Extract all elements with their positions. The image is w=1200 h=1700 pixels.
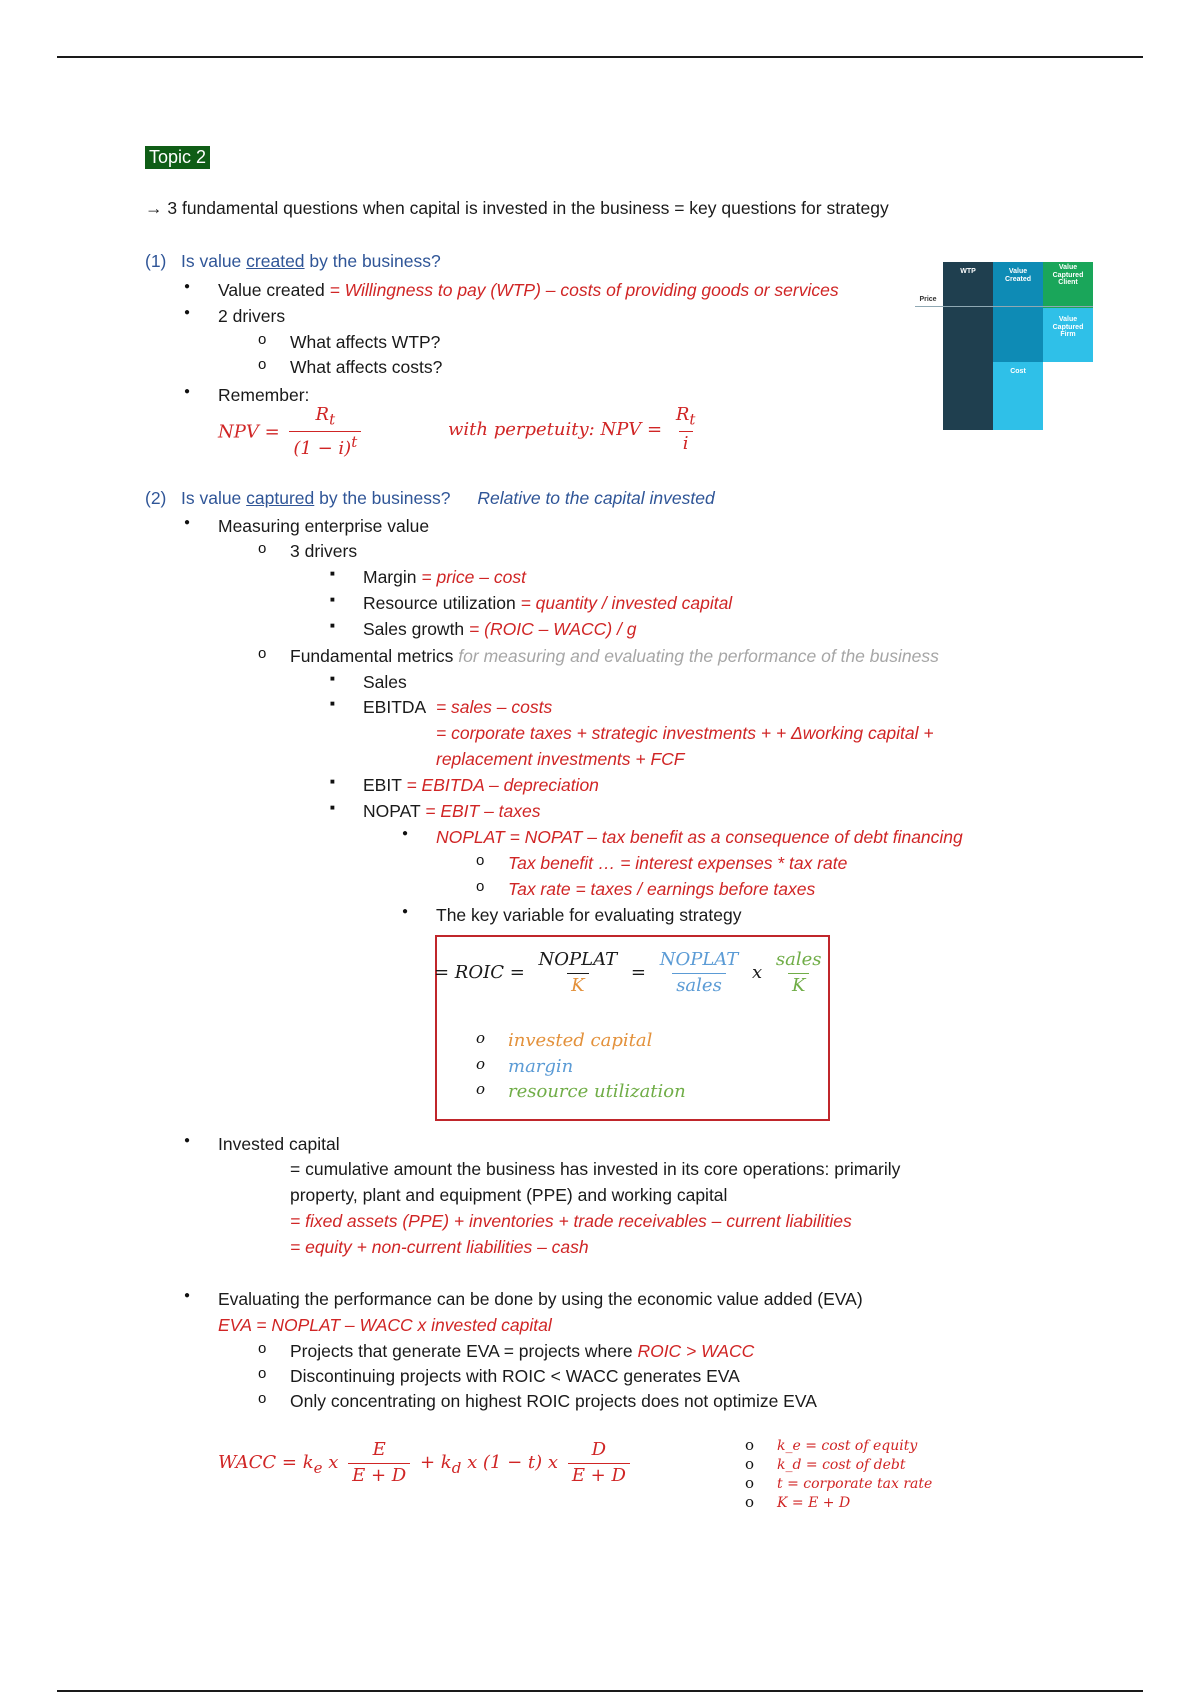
wacc-kd-sub: d <box>451 1458 462 1477</box>
eva-point-1 <box>290 1341 754 1361</box>
three-drivers-item: o 3 drivers <box>290 541 357 561</box>
roic-f1-num: NOPLAT <box>538 949 618 970</box>
wacc-plus: + <box>419 1452 436 1474</box>
q1-post: by the business? <box>304 251 441 271</box>
npv-numerator: R <box>315 404 330 425</box>
top-rule <box>57 56 1143 58</box>
value-created-item <box>218 280 839 300</box>
measuring-item: ● Measuring enterprise value <box>218 516 429 536</box>
wacc-legend-3: o t = corporate tax rate <box>777 1476 932 1492</box>
driver-costs: o What affects costs? <box>290 357 442 377</box>
nopat-def: = EBIT – taxes <box>425 801 541 821</box>
two-drivers-item: ● 2 drivers <box>218 306 285 326</box>
wacc-legend-4: o K = E + D <box>777 1495 850 1511</box>
roic-f3-num: sales <box>775 949 822 970</box>
value-created-def: = Willingness to pay (WTP) – costs of providing goods or services <box>329 280 839 300</box>
value-created-label-diagram: Value Created <box>1004 268 1032 283</box>
npv-formula <box>218 405 365 460</box>
wacc-formula <box>218 1440 634 1486</box>
price-label: Price <box>919 296 937 303</box>
roic-formula <box>434 950 830 996</box>
wacc-kd: k <box>440 1452 452 1474</box>
tax-rate-item: o Tax rate = taxes / earnings before taxes <box>508 879 815 899</box>
resource-item <box>363 593 732 613</box>
eva-p1-red: ROIC > WACC <box>637 1341 755 1361</box>
wacc-fraction-1 <box>348 1440 410 1486</box>
perp-lhs: with perpetuity: NPV = <box>448 418 663 440</box>
q2-key: captured <box>246 488 315 508</box>
wacc-f1-den: E + D <box>348 1463 410 1487</box>
roic-f2-den: sales <box>672 973 726 997</box>
wacc-mid: x (1 − t) x <box>467 1452 559 1474</box>
roic-fraction-1 <box>535 950 622 996</box>
wacc-lhs: WACC = <box>218 1452 297 1474</box>
wacc-f2-den: E + D <box>568 1463 630 1487</box>
wacc-ke-sub: e <box>313 1458 323 1477</box>
margin-item <box>363 567 526 587</box>
eva-item: ● Evaluating the performance can be done by using the economic value added (EVA) <box>218 1289 863 1309</box>
npv-lhs: NPV = <box>218 421 280 443</box>
eva-p1-pre: Projects that generate EVA = projects where <box>290 1341 638 1361</box>
sales-growth-label: Sales growth <box>363 619 465 639</box>
eva-point-3: o Only concentrating on highest ROIC projects does not optimize EVA <box>290 1391 817 1411</box>
eva-point-2: o Discontinuing projects with ROIC < WACC generates EVA <box>290 1366 740 1386</box>
ebitda-item <box>363 697 552 717</box>
bottom-rule <box>57 1690 1143 1692</box>
q1-heading <box>145 251 441 271</box>
q2-number: (2) <box>145 488 167 508</box>
metrics-note: for measuring and evaluating the performance of the business <box>458 646 939 666</box>
roic-fraction-3 <box>772 950 826 996</box>
value-created-label: Value created <box>218 280 325 300</box>
ebit-def: = EBITDA – depreciation <box>406 775 599 795</box>
roic-f2-num: NOPLAT <box>659 949 739 970</box>
ebitda-def-line2: = corporate taxes + strategic investments + + Δworking capital + <box>436 723 934 743</box>
wacc-fraction-2 <box>568 1440 630 1486</box>
q2-pre: Is value <box>180 488 247 508</box>
roic-lhs: = ROIC = <box>434 962 525 984</box>
roic-item-resource-utilization: o resource utilization <box>508 1082 686 1103</box>
topic-tag: Topic 2 <box>145 146 210 169</box>
q1-number: (1) <box>145 251 167 271</box>
value-captured-client-label: Value Captured Client <box>1052 264 1084 287</box>
driver-wtp: o What affects WTP? <box>290 332 440 352</box>
invested-line2: property, plant and equipment (PPE) and working capital <box>290 1185 728 1205</box>
q1-pre: Is value <box>180 251 247 271</box>
cost-label-diagram: Cost <box>1010 368 1026 375</box>
nopat-label: NOPAT <box>363 801 421 821</box>
perp-denominator: i <box>679 431 693 455</box>
roic-f1-den: K <box>567 973 588 997</box>
wacc-legend-2: o k_d = cost of debt <box>777 1457 906 1473</box>
margin-def: = price – cost <box>421 567 526 587</box>
wacc-f2-num: D <box>591 1439 607 1460</box>
wacc-ke: k <box>302 1452 314 1474</box>
invested-line3: = fixed assets (PPE) + inventories + trade receivables – current liabilities <box>290 1211 852 1231</box>
perpetuity-formula <box>448 405 703 455</box>
ebit-label: EBIT <box>363 775 402 795</box>
remember-item: ● Remember: <box>218 385 309 405</box>
margin-label: Margin <box>363 567 417 587</box>
tax-benefit-item: o Tax benefit … = interest expenses * tax rate <box>508 853 847 873</box>
ebitda-def-line3: replacement investments + FCF <box>436 749 685 769</box>
ebit-item <box>363 775 599 795</box>
roic-fraction-2 <box>656 950 743 996</box>
sales-item: ■ Sales <box>363 672 407 692</box>
roic-f3-den: K <box>788 973 809 997</box>
invested-line1: = cumulative amount the business has invested in its core operations: primarily <box>290 1159 901 1179</box>
wacc-x1: x <box>328 1452 339 1474</box>
resource-label: Resource utilization <box>363 593 516 613</box>
npv-denominator: (1 − i) <box>293 437 352 459</box>
resource-def: = quantity / invested capital <box>520 593 733 613</box>
value-diagram <box>915 260 1095 430</box>
sales-growth-def: = (ROIC – WACC) / g <box>469 619 637 639</box>
roic-times: x <box>752 962 763 984</box>
nopat-item <box>363 801 541 821</box>
roic-item-invested-capital: o invested capital <box>508 1031 652 1052</box>
price-line <box>915 306 1093 307</box>
q2-heading <box>145 488 715 508</box>
q1-key: created <box>246 251 305 271</box>
value-captured-firm-label: Value Captured Firm <box>1052 316 1084 339</box>
ebitda-label: EBITDA <box>363 697 427 717</box>
wtp-label: WTP <box>960 268 976 275</box>
wacc-legend-1: o k_e = cost of equity <box>777 1438 917 1454</box>
invested-line4: = equity + non-current liabilities – cash <box>290 1237 589 1257</box>
perp-fraction <box>672 405 700 455</box>
sales-growth-item <box>363 619 636 639</box>
q2-note: Relative to the capital invested <box>477 488 715 508</box>
npv-fraction <box>289 405 361 460</box>
noplat-item: ● NOPLAT = NOPAT – tax benefit as a consequence of debt financing <box>436 827 963 847</box>
perp-numerator: R <box>675 404 690 425</box>
perp-numerator-sub: t <box>689 410 696 429</box>
npv-denominator-sup: t <box>351 432 358 451</box>
npv-numerator-sub: t <box>329 410 336 429</box>
metrics-label: Fundamental metrics <box>290 646 454 666</box>
wacc-f1-num: E <box>372 1439 386 1460</box>
ebitda-def: = sales – costs <box>435 697 553 717</box>
eva-formula: EVA = NOPLAT – WACC x invested capital <box>218 1315 552 1335</box>
metrics-item <box>290 646 939 666</box>
key-variable-item: ● The key variable for evaluating strategy <box>436 905 741 925</box>
intro-line: → 3 fundamental questions when capital is invested in the business = key questions for strategy <box>145 198 889 218</box>
roic-item-margin: o margin <box>508 1057 573 1078</box>
wtp-bar <box>943 262 993 430</box>
roic-eq: = <box>630 962 646 984</box>
q2-post: by the business? <box>314 488 451 508</box>
invested-capital-item: ● Invested capital <box>218 1134 340 1154</box>
